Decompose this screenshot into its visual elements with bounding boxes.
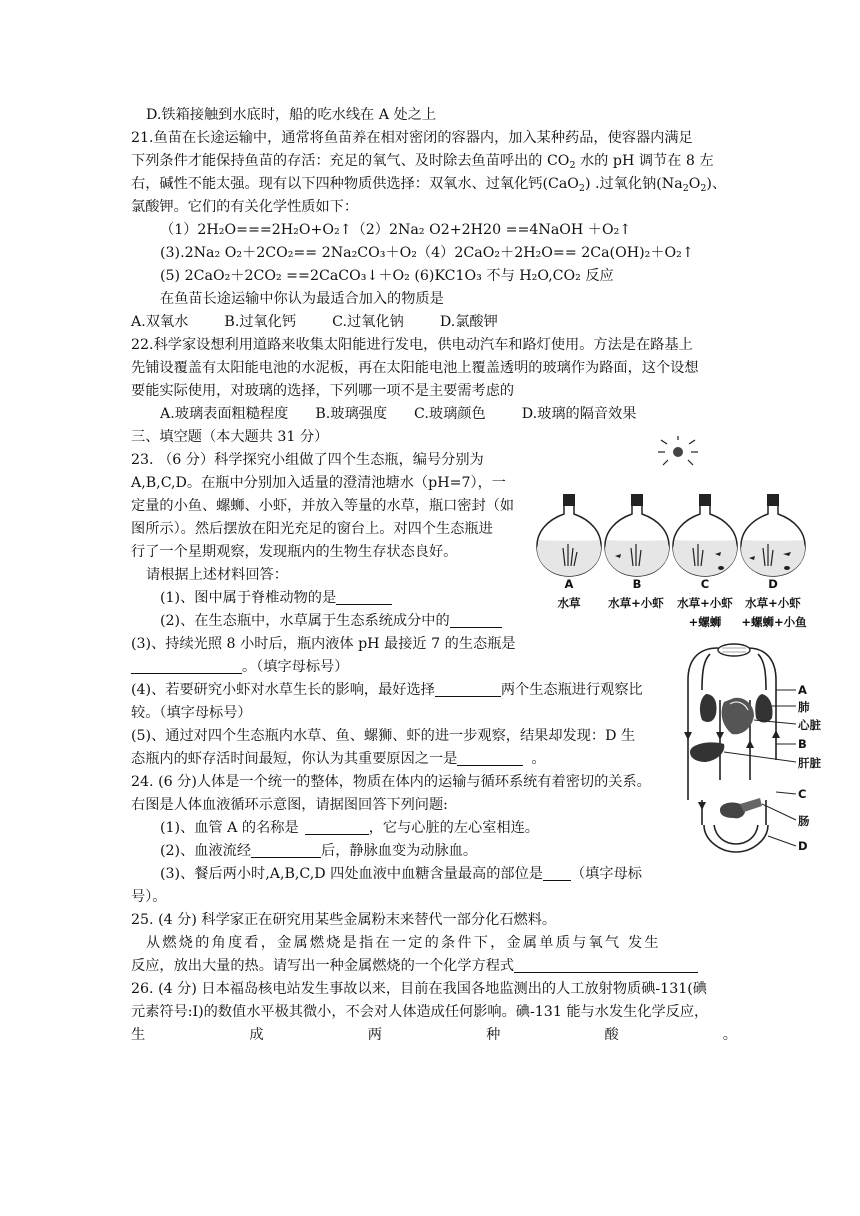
q23-sub5-cont: 态瓶内的虾存活时间最短，你认为其重要原因之一是 。 [131,751,546,767]
q21-reaction-2: (3).2Na₂ O₂＋2CO₂== 2Na₂CO₃＋O₂（4）2CaO₂＋2H₂O== 2Ca(OH)₂＋O₂↑ [160,245,694,261]
answer-blank[interactable] [543,865,571,881]
q21-stem-1: 21.鱼苗在长途运输中，通常将鱼苗养在相对密闭的容器内，加入某种药品，使容器内满足 [131,130,693,146]
q21-stem-3: 右，碱性不能太强。现有以下四种物质供选择：双氧水、过氧化钙(CaO$_2$) .过氧化钠$(Na_2O_2)$、 [131,176,727,194]
q26-stem-1: 26. (4 分) 日本福岛核电站发生事故以来，目前在我国各地监测出的人工放射物质碘-131(碘 [131,981,707,997]
flask-caption-c2: +螺蛳 [688,615,722,629]
answer-blank[interactable] [450,612,502,628]
q24-sub2: (2)、血液流经 后，静脉血变为动脉血。 [160,843,478,859]
q23-stem-3: 定量的小鱼、螺蛳、小虾，并放入等量的水草，瓶口密封（如 [131,498,515,514]
q22-options: A.玻璃表面粗糙程度 B.玻璃强度 C.玻璃颜色 D.玻璃的隔音效果 [160,406,637,422]
q26-stem-3: 生 成 两 种 酸 。 [131,1027,737,1043]
flask-caption-d: 水草+小虾 [745,596,801,610]
q26-stem-2: 元素符号:I)的数值水平极其微小，不会对人体造成任何影响。碘-131 能与水发生化学反应， [131,1004,709,1020]
q23-sub3: (3)、持续光照 8 小时后，瓶内液体 pH 最接近 7 的生态瓶是 [131,636,516,652]
sun-icon [658,436,698,465]
label-d: D [798,839,808,853]
q22-stem-1: 22.科学家设想利用道路来收集太阳能进行发电，供电动汽车和路灯使用。方法是在路基上 [131,337,693,353]
q23-sub1: (1)、图中属于脊椎动物的是 [160,587,392,609]
q21-reaction-1: （1）2H₂O===2H₂O+O₂↑（2）2Na₂ O2+2H20 ==4NaOH ＋O₂↑ [160,222,632,238]
flask-caption-b: 水草+小虾 [608,596,664,610]
q21-stem-2: 下列条件才能保持鱼苗的存活：充足的氧气、及时除去鱼苗呼出的 $CO_2$ 水的 pH 调节在 8 左 [131,153,714,171]
flask-a [537,494,601,576]
flask-caption-a: 水草 [557,596,581,610]
answer-blank[interactable] [251,842,321,858]
label-b: B [798,737,807,751]
flask-caption-c: 水草+小虾 [677,596,733,610]
q24-stem-2: 右图是人体血液循环示意图，请据图回答下列问题: [131,797,448,813]
q23-sub3-cont: 。（填字母标号） [131,656,348,678]
q25-stem-1: 25. (4 分) 科学家正在研究用某些金属粉末来替代一部分化石燃料。 [131,912,557,928]
label-lung: 肺 [798,700,810,714]
q24-sub3-cont: 号）。 [131,889,167,905]
flask-label-a: A [564,577,574,591]
circulation-figure [680,640,820,855]
q23-stem-4: 图所示）。然后摆放在阳光充足的窗台上。对四个生态瓶进 [131,521,493,537]
q21-question: 在鱼苗长途运输中你认为最适合加入的物质是 [160,291,444,307]
q24-stem-1: 24. (6 分)人体是一个统一的整体，物质在体内的运输与循环系统有着密切的关系。 [131,774,651,790]
flask-b [605,494,669,576]
flask-d [741,494,805,576]
answer-blank[interactable] [435,681,501,697]
q23-sub4-cont: 较。（填字母标号） [131,705,252,721]
q23-stem-5: 行了一个星期观察，发现瓶内的生物生存状态良好。 [131,544,458,560]
q23-stem-1: 23. （6 分）科学探究小组做了四个生态瓶，编号分别为 [131,452,484,468]
q24-sub3: (3)、餐后两小时,A,B,C,D 四处血液中血糖含量最高的部位是 （填字母标 [160,866,642,882]
answer-blank[interactable] [305,819,369,835]
eco-bottle-drawing [535,436,810,586]
section-heading: 三、填空题（本大题共 31 分） [131,429,329,445]
flask-label-c: C [700,577,710,591]
label-heart: 心脏 [798,718,821,732]
answer-blank[interactable] [131,658,242,674]
q21-options: A.双氧水 B.过氧化钙 C.过氧化钠 D.氯酸钾 [131,314,498,330]
flask-c [673,494,737,576]
q22-stem-3: 要能实际使用，对玻璃的选择，下列哪一项不是主要需考虑的 [131,383,515,399]
label-intestine: 肠 [798,814,810,828]
q23-sub2: (2)、在生态瓶中，水草属于生态系统成分中的 [160,610,502,632]
answer-blank[interactable] [514,957,698,973]
option-d-line: D.铁箱接触到水底时，船的吃水线在 A 处之上 [146,107,437,123]
label-c: C [798,787,807,801]
q23-stem-2: A,B,C,D。在瓶中分别加入适量的澄清池塘水（pH=7），一 [131,475,506,491]
q23-sub4: (4)、若要研究小虾对水草生长的影响，最好选择 两个生态瓶进行观察比 [131,682,643,698]
answer-blank[interactable] [336,589,392,605]
label-liver: 肝脏 [798,756,821,770]
q25-stem-2: 从燃烧的角度看，金属燃烧是指在一定的条件下，金属单质与氧气 发生 [146,935,661,951]
answer-blank[interactable] [457,750,523,766]
flask-label-d: D [768,577,778,591]
eco-bottle-figure [535,436,810,636]
flask-caption-d2: +螺蛳+小鱼 [741,615,807,629]
q24-sub1: (1)、血管 A 的名称是 ，它与心脏的左心室相连。 [160,820,539,836]
flask-label-b: B [632,577,642,591]
label-a: A [798,683,807,697]
q22-stem-2: 先铺设覆盖有太阳能电池的水泥板，再在太阳能电池上覆盖透明的玻璃作为路面，这个设想 [131,360,699,376]
q21-stem-4: 氯酸钾。它们的有关化学性质如下： [131,199,359,215]
q25-stem-3: 反应，放出大量的热。请写出一种金属燃烧的一个化学方程式 [131,955,698,977]
q23-sub5: (5)、通过对四个生态瓶内水草、鱼、螺狮、虾的进一步观察，结果却发现：D 生 [131,728,636,744]
q21-reaction-3: (5) 2CaO₂＋2CO₂ ==2CaCO₃↓＋O₂ (6)KC1O₃ 不与 H₂O,CO₂ 反应 [160,268,614,284]
q23-prompt: 请根据上述材料回答： [146,567,288,583]
